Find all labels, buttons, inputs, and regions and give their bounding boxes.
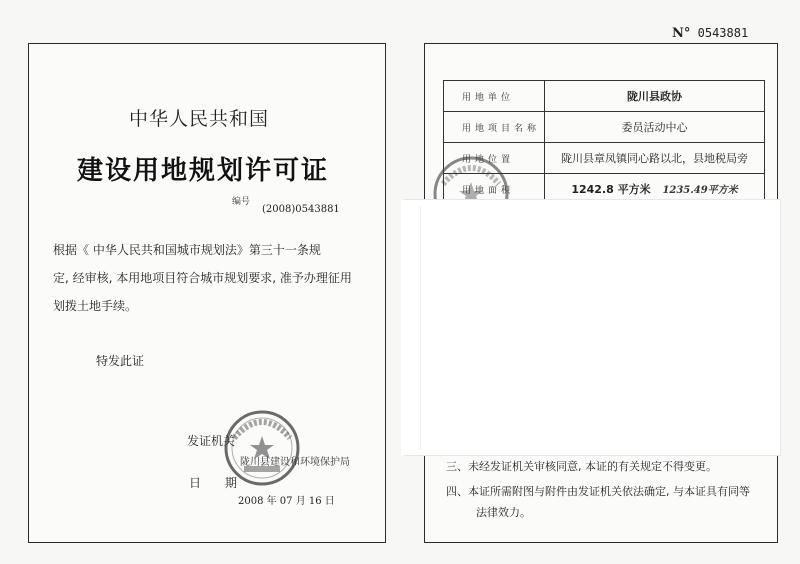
issuer-organization: 陇川县建设和环境保护局 [240,457,350,468]
note-line: 三、未经发证机关审核同意, 本证的有关规定不得变更。 [446,460,717,473]
note-line: 法律效力。 [476,506,531,519]
table-row [444,112,765,143]
issue-date: 2008 年 07 月 16 日 [238,496,335,507]
row-value: 陇川县章凤镇同心路以北，县地税局旁 [545,143,765,174]
permit-notes [446,456,776,523]
body-line: 划拨土地手续。 [53,299,138,313]
row-value: 委员活动中心 [545,112,765,143]
official-seal-stamp [222,408,302,488]
serial-number [672,26,748,41]
handwritten-area: 1235.49平方米 [662,185,738,196]
serial-value: 0543881 [697,26,749,40]
row-key: 用地项目名称 [444,112,545,143]
row-key: 用地单位 [444,81,545,112]
row-key: 用地面积 [444,174,545,205]
overlay-paper-sheet [420,206,771,450]
permit-body-text [53,236,375,320]
special-issue-text: 特发此证 [96,354,145,368]
serial-prefix: N° [672,26,691,41]
certificate-number: (2008)0543881 [262,204,340,215]
certificate-title: 建设用地规划许可证 [77,156,330,186]
row-key: 用地位置 [444,143,545,174]
date-label: 日期 [189,476,262,490]
row-value: 陇川县政协 [545,81,765,112]
table-row [444,81,765,112]
area-value: 1242.8 平方米 [571,183,651,196]
body-line: 根据《 中华人民共和国城市规划法》第三十一条规 [53,243,321,257]
country-name: 中华人民共和国 [129,108,270,130]
note-line: 四、本证所需附图与附件由发证机关依法确定, 与本证具有同等 [446,485,750,498]
body-line: 定, 经审核, 本用地项目符合城市规划要求, 准予办理征用 [53,271,352,285]
issuer-label: 发证机关 [187,434,236,448]
number-label: 编号 [232,197,251,207]
permit-cover-page [28,43,386,543]
